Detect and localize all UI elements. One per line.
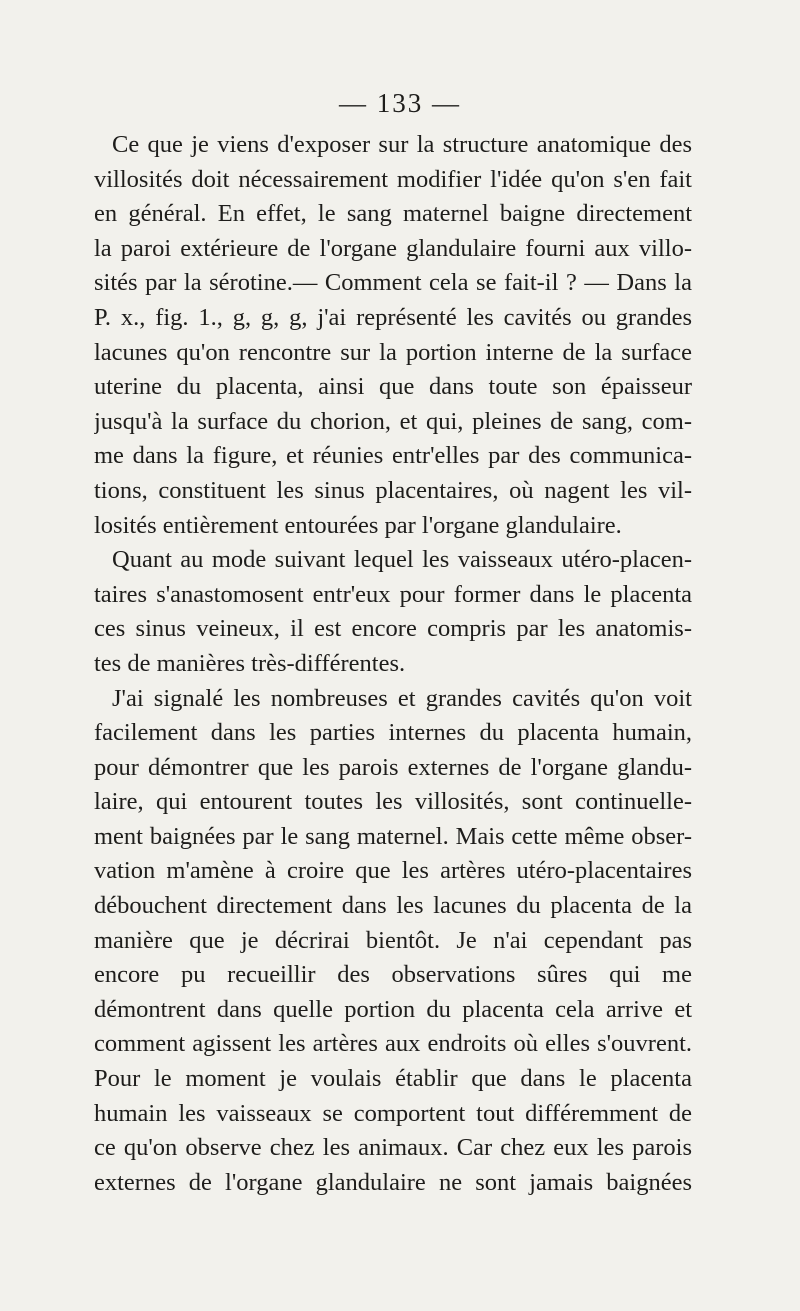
- text-line: facilement dans les parties internes du placenta humain,: [94, 719, 692, 747]
- text-line: comment agissent les artères aux endroits où elles s'ouvrent.: [94, 1030, 692, 1058]
- text-line: pour démontrer que les parois externes de l'organe glandu-: [94, 753, 692, 781]
- text-line: tions, constituent les sinus placentaires, où nagent les vil-: [94, 476, 692, 504]
- text-line: Pour le moment je voulais établir que dans le placenta: [94, 1065, 692, 1093]
- text-line: taires s'anastomosent entr'eux pour former dans le placenta: [94, 580, 692, 608]
- text-line: jusqu'à la surface du chorion, et qui, pleines de sang, com-: [94, 407, 692, 435]
- text-line: démontrent dans quelle portion du placenta cela arrive et: [94, 995, 692, 1023]
- text-line: sités par la sérotine.— Comment cela se fait-il ? — Dans la: [94, 269, 692, 297]
- text-line: laire, qui entourent toutes les villosités, sont continuelle-: [94, 788, 692, 816]
- text-line: manière que je décrirai bientôt. Je n'ai cependant pas: [94, 926, 692, 954]
- text-line: encore pu recueillir des observations sûres qui me: [94, 961, 692, 989]
- text-line: en général. En effet, le sang maternel baigne directement: [94, 200, 692, 228]
- body-text: [94, 128, 692, 1200]
- text-line: tes de manières très-différentes.: [94, 649, 406, 677]
- text-line: P. x., fig. 1., g, g, g, j'ai représenté les cavités ou grandes: [94, 303, 692, 331]
- text-line: Quant au mode suivant lequel les vaisseaux utéro-placen-: [112, 546, 692, 574]
- text-line: la paroi extérieure de l'organe glandulaire fourni aux villo-: [94, 234, 692, 262]
- text-line: ce qu'on observe chez les animaux. Car chez eux les parois: [94, 1134, 692, 1162]
- text-line: débouchent directement dans les lacunes du placenta de la: [94, 892, 692, 920]
- text-line: villosités doit nécessairement modifier l'idée qu'on s'en fait: [94, 165, 692, 193]
- text-line: vation m'amène à croire que les artères utéro-placentaires: [94, 857, 692, 885]
- text-line: ment baignées par le sang maternel. Mais cette même obser-: [94, 822, 692, 850]
- text-line: ces sinus veineux, il est encore compris par les anatomis-: [94, 615, 692, 643]
- text-line: uterine du placenta, ainsi que dans toute son épaisseur: [94, 373, 692, 401]
- text-line: losités entièrement entourées par l'organe glandulaire.: [94, 511, 622, 539]
- text-line: lacunes qu'on rencontre sur la portion interne de la surface: [94, 338, 692, 366]
- text-line: humain les vaisseaux se comportent tout différemment de: [94, 1099, 692, 1127]
- page-number: — 133 —: [339, 88, 461, 118]
- text-line: J'ai signalé les nombreuses et grandes cavités qu'on voit: [112, 684, 692, 712]
- text-line: me dans la figure, et réunies entr'elles par des communica-: [94, 442, 692, 470]
- text-line: Ce que je viens d'exposer sur la structure anatomique des: [112, 131, 692, 158]
- text-line: externes de l'organe glandulaire ne sont jamais baignées: [94, 1168, 692, 1196]
